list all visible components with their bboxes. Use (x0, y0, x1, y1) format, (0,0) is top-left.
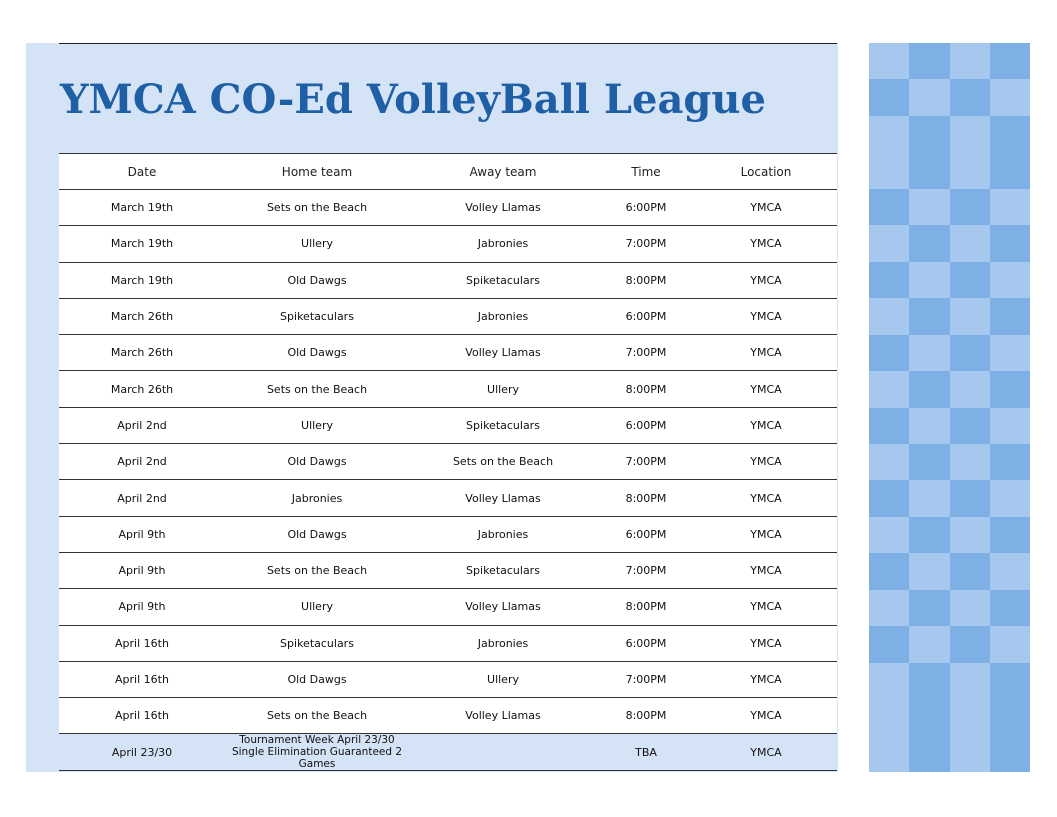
checker-cell (990, 626, 1030, 662)
checker-cell (990, 79, 1030, 115)
checker-cell (909, 189, 949, 225)
checker-cell (950, 699, 990, 735)
cell-away-team: Ullery (409, 371, 597, 407)
checker-cell (950, 79, 990, 115)
checker-cell (990, 225, 1030, 261)
cell-location: YMCA (695, 226, 837, 262)
cell-date: April 23/30 (59, 734, 225, 771)
checker-cell (950, 408, 990, 444)
checker-cell (869, 626, 909, 662)
checker-cell (990, 736, 1030, 772)
checker-cell (909, 262, 949, 298)
cell-location: YMCA (695, 480, 837, 516)
checker-cell (990, 335, 1030, 371)
checker-cell (990, 116, 1030, 152)
checker-cell (990, 152, 1030, 188)
cell-date: April 16th (59, 625, 225, 661)
checker-cell (909, 298, 949, 334)
cell-date: March 19th (59, 226, 225, 262)
cell-date: March 26th (59, 298, 225, 334)
cell-home-team: Old Dawgs (225, 661, 409, 697)
cell-date: April 2nd (59, 444, 225, 480)
table-row (59, 407, 837, 443)
cell-time: 6:00PM (597, 516, 695, 552)
cell-location: YMCA (695, 698, 837, 734)
cell-location: YMCA (695, 371, 837, 407)
schedule-table (59, 153, 837, 771)
table-row (59, 516, 837, 552)
table-row (59, 262, 837, 298)
cell-location: YMCA (695, 589, 837, 625)
cell-time: TBA (597, 734, 695, 771)
cell-location: YMCA (695, 516, 837, 552)
checker-cell (990, 663, 1030, 699)
checker-cell (909, 626, 949, 662)
table-row (59, 661, 837, 697)
checker-cell (909, 335, 949, 371)
cell-away-team: Volley Llamas (409, 335, 597, 371)
checker-cell (950, 43, 990, 79)
cell-away-team: Volley Llamas (409, 589, 597, 625)
cell-away-team (409, 734, 597, 771)
checker-cell (869, 262, 909, 298)
checker-cell (869, 116, 909, 152)
cell-time: 6:00PM (597, 298, 695, 334)
cell-home-team: Spiketaculars (225, 625, 409, 661)
cell-away-team: Volley Llamas (409, 190, 597, 226)
checker-cell (990, 699, 1030, 735)
cell-time: 6:00PM (597, 190, 695, 226)
cell-time: 7:00PM (597, 335, 695, 371)
cell-time: 6:00PM (597, 407, 695, 443)
checker-cell (909, 699, 949, 735)
checker-cell (990, 517, 1030, 553)
checker-cell (950, 590, 990, 626)
cell-date: March 19th (59, 190, 225, 226)
checker-cell (990, 408, 1030, 444)
checker-cell (990, 553, 1030, 589)
checker-cell (909, 79, 949, 115)
cell-location: YMCA (695, 552, 837, 588)
cell-time: 7:00PM (597, 661, 695, 697)
checker-cell (909, 663, 949, 699)
cell-time: 8:00PM (597, 698, 695, 734)
cell-away-team: Spiketaculars (409, 407, 597, 443)
checker-cell (869, 79, 909, 115)
cell-away-team: Volley Llamas (409, 480, 597, 516)
checker-cell (869, 298, 909, 334)
checker-cell (869, 590, 909, 626)
cell-away-team: Spiketaculars (409, 262, 597, 298)
checker-cell (909, 116, 949, 152)
checker-cell (990, 371, 1030, 407)
checker-cell (869, 189, 909, 225)
checker-cell (869, 371, 909, 407)
checker-cell (990, 298, 1030, 334)
cell-location: YMCA (695, 298, 837, 334)
cell-home-team: Old Dawgs (225, 516, 409, 552)
checker-cell (990, 590, 1030, 626)
checker-cell (950, 517, 990, 553)
checker-cell (950, 152, 990, 188)
cell-date: March 19th (59, 262, 225, 298)
cell-location: YMCA (695, 335, 837, 371)
checker-cell (909, 43, 949, 79)
table-header-row (59, 154, 837, 190)
checker-cell (909, 553, 949, 589)
checker-cell (869, 699, 909, 735)
cell-location: YMCA (695, 661, 837, 697)
column-header-home-team: Home team (225, 154, 409, 190)
checker-cell (950, 335, 990, 371)
table-row (59, 589, 837, 625)
cell-date: April 9th (59, 552, 225, 588)
checker-cell (869, 43, 909, 79)
cell-home-team: Ullery (225, 407, 409, 443)
checker-cell (909, 225, 949, 261)
checker-cell (950, 626, 990, 662)
checker-cell (869, 553, 909, 589)
cell-time: 7:00PM (597, 444, 695, 480)
checker-cell (950, 262, 990, 298)
cell-away-team: Jabronies (409, 516, 597, 552)
checker-cell (869, 736, 909, 772)
checker-cell (950, 189, 990, 225)
table-row (59, 298, 837, 334)
table-row (59, 444, 837, 480)
checker-cell (990, 480, 1030, 516)
checker-cell (869, 480, 909, 516)
cell-time: 8:00PM (597, 480, 695, 516)
cell-home-team: Jabronies (225, 480, 409, 516)
cell-date: April 9th (59, 516, 225, 552)
cell-date: March 26th (59, 335, 225, 371)
page-title: YMCA CO-Ed VolleyBall League (60, 76, 766, 123)
top-rule (59, 43, 837, 44)
column-header-away-team: Away team (409, 154, 597, 190)
cell-time: 7:00PM (597, 552, 695, 588)
cell-away-team: Sets on the Beach (409, 444, 597, 480)
cell-home-team: Spiketaculars (225, 298, 409, 334)
cell-date: March 26th (59, 371, 225, 407)
cell-time: 7:00PM (597, 226, 695, 262)
cell-location: YMCA (695, 444, 837, 480)
checker-cell (990, 444, 1030, 480)
cell-home-team: Ullery (225, 589, 409, 625)
cell-date: April 16th (59, 698, 225, 734)
cell-away-team: Spiketaculars (409, 552, 597, 588)
checker-cell (909, 517, 949, 553)
cell-time: 8:00PM (597, 262, 695, 298)
checker-cell (950, 736, 990, 772)
checker-cell (990, 189, 1030, 225)
cell-away-team: Jabronies (409, 226, 597, 262)
column-header-location: Location (695, 154, 837, 190)
checker-cell (869, 408, 909, 444)
checker-cell (909, 371, 949, 407)
cell-date: April 16th (59, 661, 225, 697)
cell-date: April 2nd (59, 407, 225, 443)
table-row (59, 371, 837, 407)
table-row (59, 480, 837, 516)
table-row (59, 226, 837, 262)
cell-location: YMCA (695, 262, 837, 298)
cell-home-team: Old Dawgs (225, 262, 409, 298)
checker-cell (990, 262, 1030, 298)
checkerboard-decoration (869, 43, 1030, 772)
cell-away-team: Jabronies (409, 625, 597, 661)
cell-home-team: Tournament Week April 23/30 Single Elimination Guaranteed 2 Games (225, 734, 409, 771)
cell-home-team: Ullery (225, 226, 409, 262)
cell-time: 6:00PM (597, 625, 695, 661)
cell-location: YMCA (695, 625, 837, 661)
checker-cell (869, 517, 909, 553)
checker-cell (909, 590, 949, 626)
checker-cell (869, 225, 909, 261)
checker-cell (950, 225, 990, 261)
checker-cell (950, 663, 990, 699)
checker-cell (950, 553, 990, 589)
checker-cell (869, 444, 909, 480)
checker-cell (950, 116, 990, 152)
column-header-date: Date (59, 154, 225, 190)
checker-cell (950, 298, 990, 334)
cell-away-team: Ullery (409, 661, 597, 697)
checker-cell (909, 736, 949, 772)
checker-cell (909, 152, 949, 188)
cell-home-team: Sets on the Beach (225, 190, 409, 226)
table-row (59, 625, 837, 661)
cell-location: YMCA (695, 407, 837, 443)
cell-home-team: Old Dawgs (225, 444, 409, 480)
checker-cell (909, 444, 949, 480)
column-header-time: Time (597, 154, 695, 190)
checker-cell (950, 371, 990, 407)
checker-cell (869, 152, 909, 188)
cell-away-team: Jabronies (409, 298, 597, 334)
table-row (59, 190, 837, 226)
cell-home-team: Old Dawgs (225, 335, 409, 371)
cell-time: 8:00PM (597, 589, 695, 625)
cell-location: YMCA (695, 734, 837, 771)
checker-cell (909, 480, 949, 516)
cell-home-team: Sets on the Beach (225, 698, 409, 734)
cell-home-team: Sets on the Beach (225, 371, 409, 407)
table-row-tournament (59, 734, 837, 771)
checker-cell (990, 43, 1030, 79)
cell-location: YMCA (695, 190, 837, 226)
checker-cell (950, 444, 990, 480)
cell-away-team: Volley Llamas (409, 698, 597, 734)
cell-home-team: Sets on the Beach (225, 552, 409, 588)
checker-cell (869, 335, 909, 371)
table-row (59, 552, 837, 588)
cell-date: April 9th (59, 589, 225, 625)
table-row (59, 698, 837, 734)
cell-date: April 2nd (59, 480, 225, 516)
checker-cell (950, 480, 990, 516)
cell-time: 8:00PM (597, 371, 695, 407)
checker-cell (869, 663, 909, 699)
checker-cell (909, 408, 949, 444)
table-row (59, 335, 837, 371)
